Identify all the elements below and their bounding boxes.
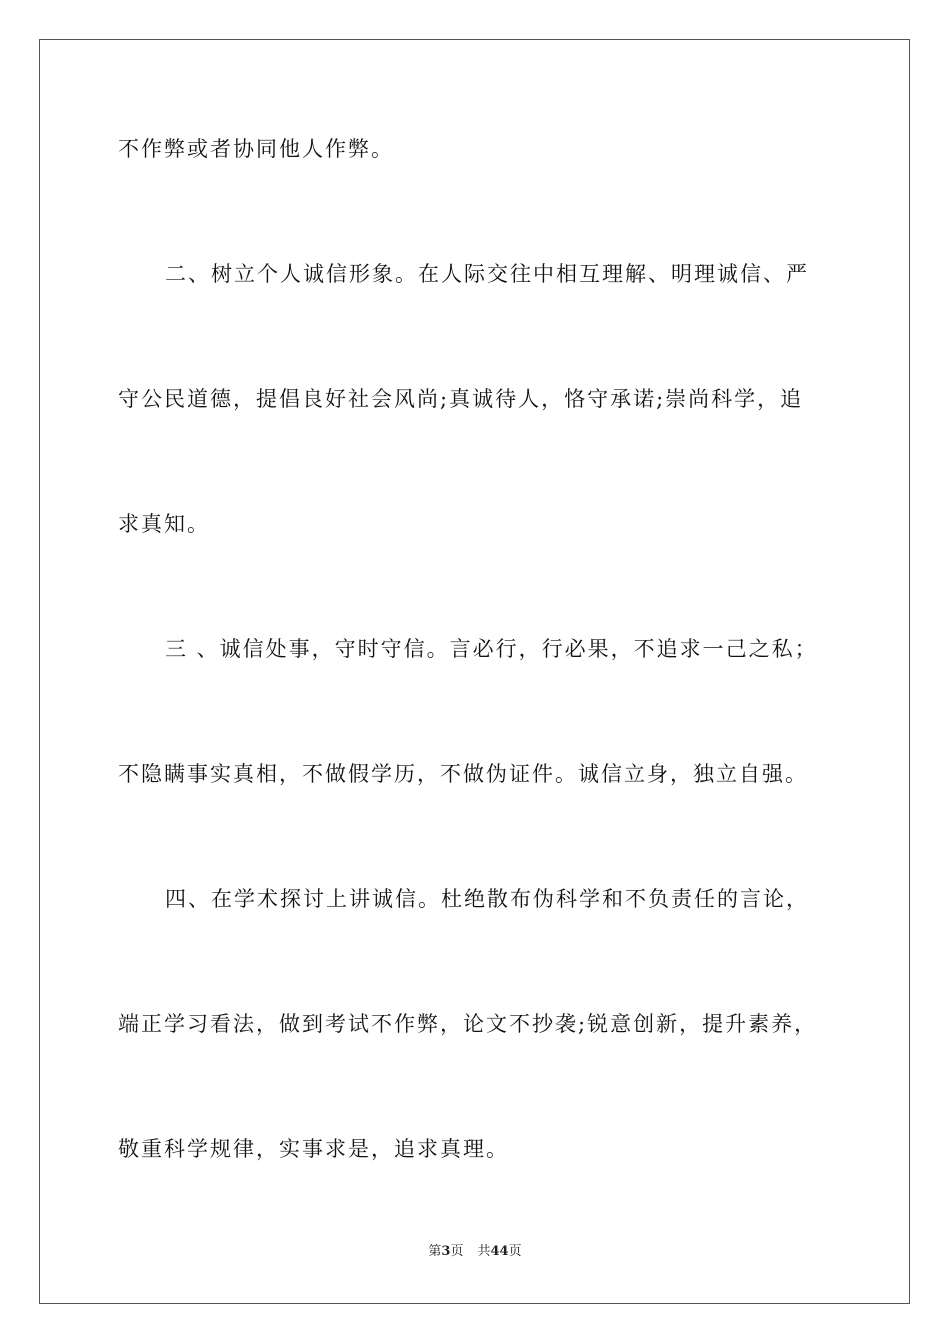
page-border [39,39,910,1304]
page-footer [0,1243,950,1261]
text-line-3: 守公民道德，提倡良好社会风尚;真诚待人，恪守承诺;崇尚科学，追 [118,387,804,411]
text-line-5: 三 、诚信处事，守时守信。言必行，行必果，不追求一己之私； [165,637,818,661]
footer-total-prefix: 共 [477,1244,491,1259]
footer-total-pages: 44 [490,1244,509,1259]
text-line-4: 求真知。 [118,512,210,536]
text-line-8: 端正学习看法，做到考试不作弊，论文不抄袭;锐意创新，提升素养， [118,1012,818,1036]
text-line-1: 不作弊或者协同他人作弊。 [118,137,394,161]
footer-page-number: 3 [441,1244,451,1259]
text-line-9: 敬重科学规律，实事求是，追求真理。 [118,1137,509,1161]
text-line-2: 二、树立个人诚信形象。在人际交往中相互理解、明理诚信、严 [165,262,809,286]
footer-total-suffix: 页 [508,1244,522,1259]
footer-page-prefix: 第 [428,1244,442,1259]
text-line-7: 四、在学术探讨上讲诚信。杜绝散布伪科学和不负责任的言论， [165,887,809,911]
text-line-6: 不隐瞒事实真相，不做假学历，不做伪证件。诚信立身，独立自强。 [118,762,808,786]
footer-page-suffix: 页 [450,1244,464,1259]
